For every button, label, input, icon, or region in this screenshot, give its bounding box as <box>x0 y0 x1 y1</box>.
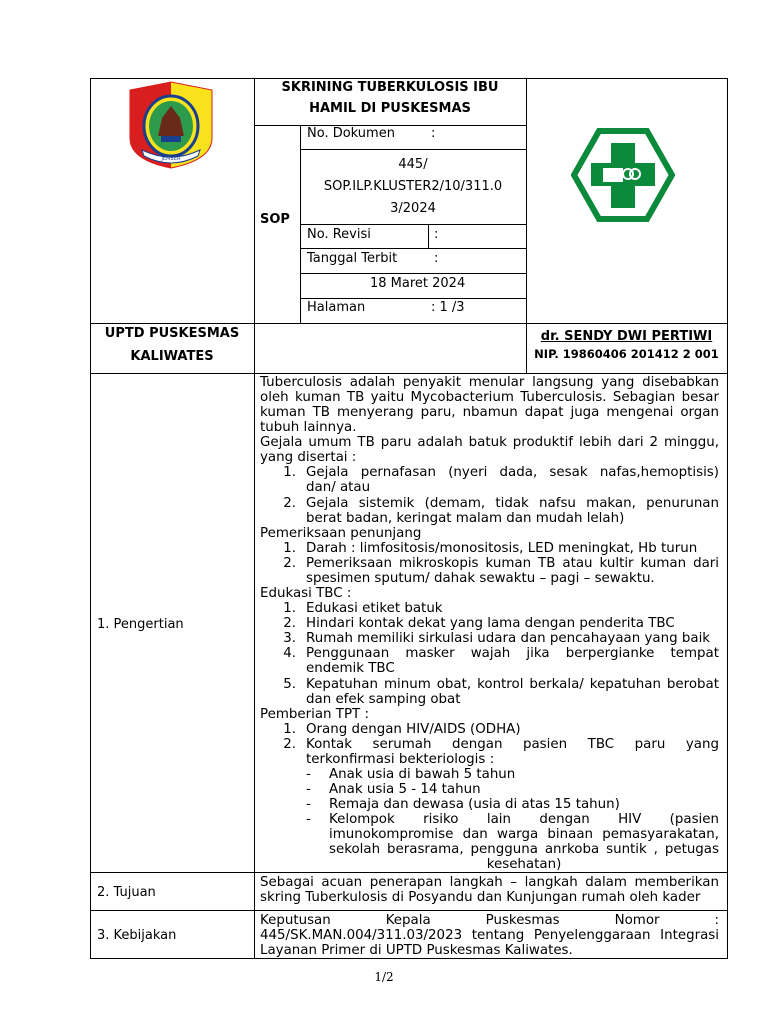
list-number: 2. <box>283 616 296 631</box>
list-item: endemik TBC <box>306 661 395 676</box>
doc-number-line1: 445/ <box>398 157 428 172</box>
no-revisi-label: No. Revisi <box>307 227 371 242</box>
list-number: 2. <box>283 496 296 511</box>
list-item: terkonfirmasi bekteriologis : <box>306 752 495 767</box>
subheading: Edukasi TBC : <box>260 586 352 601</box>
list-item: Edukasi etiket batuk <box>306 601 443 616</box>
list-item: Gejala sistemik (demam, tidak nafsu makan, penurunan <box>306 496 719 511</box>
list-item: Darah : limfositosis/monositosis, LED meningkat, Hb turun <box>306 541 698 556</box>
page-number: 1/2 <box>374 970 394 984</box>
sop-title-line1: SKRINING TUBERKULOSIS IBU <box>281 80 499 95</box>
text-line: yang disertai : <box>260 450 357 465</box>
tanggal-terbit-colon: : <box>434 251 439 266</box>
text-line: Tuberculosis adalah penyakit menular langsung yang disebabkan <box>260 375 719 390</box>
list-item: Anak usia di bawah 5 tahun <box>329 767 516 782</box>
list-item: Hindari kontak dekat yang lama dengan penderita TBC <box>306 616 675 631</box>
signer-name: dr. SENDY DWI PERTIWI <box>540 329 713 344</box>
no-dokumen-colon: : <box>431 126 436 141</box>
list-item: Kontak serumah dengan pasien TBC paru yang <box>306 737 719 752</box>
dash-bullet: - <box>306 812 311 827</box>
list-item: Orang dengan HIV/AIDS (ODHA) <box>306 722 521 737</box>
list-item: berat badan, keringat malam dan mudah lelah) <box>306 511 625 526</box>
tujuan-text-line1: Sebagai acuan penerapan langkah – langkah dalam memberikan <box>260 875 719 890</box>
list-item: Anak usia 5 - 14 tahun <box>329 782 481 797</box>
list-item: Gejala pernafasan (nyeri dada, sesak nafas,hemoptisis) <box>306 465 719 480</box>
halaman-label: Halaman <box>307 300 366 315</box>
section-label-pengertian: 1. Pengertian <box>97 617 184 632</box>
svg-text:JEMBER: JEMBER <box>161 156 181 162</box>
sop-title-line2: HAMIL DI PUSKESMAS <box>309 101 471 116</box>
text-line: Gejala umum TB paru adalah batuk produktif lebih dari 2 minggu, <box>260 435 719 450</box>
list-item: Penggunaan masker wajah jika berpergianke tempat <box>306 646 719 661</box>
kebijakan-text-line2: 445/SK.MAN.004/311.03/2023 tentang Penyelenggaraan Integrasi <box>260 928 719 943</box>
org-name-line1: UPTD PUSKESMAS <box>104 326 240 341</box>
section-label-kebijakan: 3. Kebijakan <box>97 928 177 943</box>
list-item: spesimen sputum/ dahak sewaktu – pagi – sewaktu. <box>306 571 655 586</box>
doc-number-line2: SOP.ILP.KLUSTER2/10/311.0 <box>323 179 503 194</box>
text-line: tubuh lainnya. <box>260 420 357 435</box>
list-number: 1. <box>283 722 296 737</box>
list-number: 1. <box>283 541 296 556</box>
list-item: Remaja dan dewasa (usia di atas 15 tahun) <box>329 797 620 812</box>
tanggal-terbit-value: 18 Maret 2024 <box>370 276 466 291</box>
list-item: dan efek samping obat <box>306 692 461 707</box>
text-line: kuman TB menyerang paru, nbamun dapat juga mengenai organ <box>260 405 719 420</box>
org-name-line2: KALIWATES <box>130 349 214 364</box>
kebijakan-text-line3: Layanan Primer di UPTD Puskesmas Kaliwates. <box>260 943 573 958</box>
no-revisi-colon: : <box>434 227 439 242</box>
list-item: kesehatan) <box>486 857 562 872</box>
text-line: oleh kuman TB yaitu Mycobacterium Tuberculosis. Sebagian besar <box>260 390 719 405</box>
tanggal-terbit-label: Tanggal Terbit <box>307 251 398 266</box>
dash-bullet: - <box>306 767 311 782</box>
section-label-tujuan: 2. Tujuan <box>97 885 156 900</box>
kebijakan-text-line1: Keputusan Kepala Puskesmas Nomor : <box>260 913 719 928</box>
list-number: 3. <box>283 631 296 646</box>
list-number: 5. <box>283 677 296 692</box>
list-item: Kelompok risiko lain dengan HIV (pasien <box>329 812 719 827</box>
doc-number-line3: 3/2024 <box>390 201 436 216</box>
dash-bullet: - <box>306 782 311 797</box>
no-dokumen-label: No. Dokumen <box>307 126 395 141</box>
list-item: sekolah berasrama, pengguna anrkoba suntik , petugas <box>329 842 719 857</box>
subheading: Pemeriksaan penunjang <box>260 526 422 541</box>
subheading: Pemberian TPT : <box>260 707 369 722</box>
list-item: Pemeriksaan mikroskopis kuman TB atau kultir kuman dari <box>306 556 719 571</box>
jember-logo <box>128 80 214 174</box>
list-item: dan/ atau <box>306 480 371 495</box>
list-item: Rumah memiliki sirkulasi udara dan pencahayaan yang baik <box>306 631 711 646</box>
halaman-value: : 1 /3 <box>431 300 465 315</box>
list-number: 2. <box>283 737 296 752</box>
dash-bullet: - <box>306 797 311 812</box>
list-number: 1. <box>283 465 296 480</box>
list-number: 4. <box>283 646 296 661</box>
signer-nip: NIP. 19860406 201412 2 001 <box>534 347 719 361</box>
puskesmas-cross-icon <box>571 128 675 226</box>
list-item: Kepatuhan minum obat, kontrol berkala/ kepatuhan berobat <box>306 677 719 692</box>
list-item: imunokompromise dan warga binaan pemasyarakatan, <box>329 827 719 842</box>
sop-label: SOP <box>260 212 290 227</box>
list-number: 1. <box>283 601 296 616</box>
list-number: 2. <box>283 556 296 571</box>
tujuan-text-line2: skring Tuberkulosis di Posyandu dan Kunjungan rumah oleh kader <box>260 890 701 905</box>
